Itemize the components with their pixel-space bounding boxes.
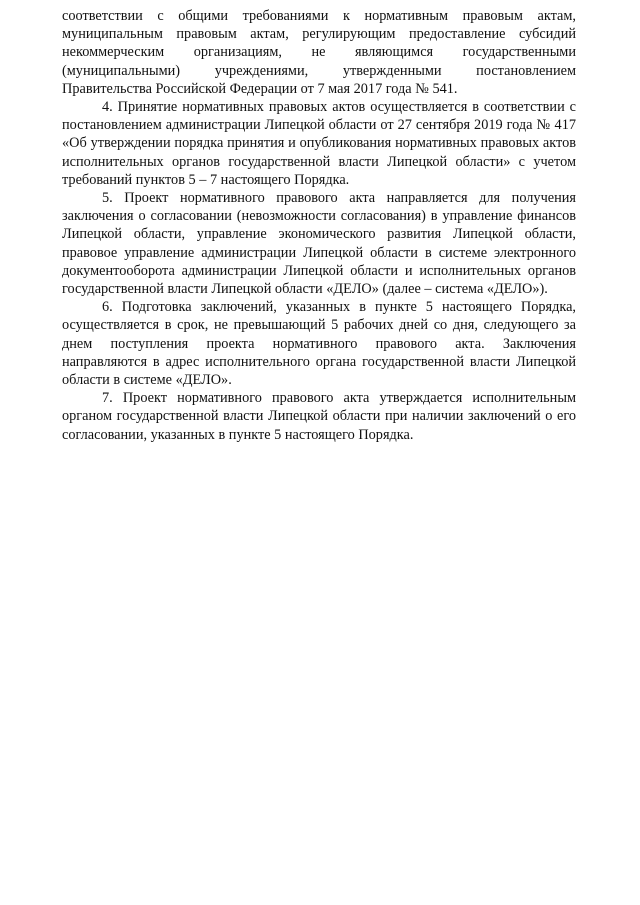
paragraph-item-7: 7. Проект нормативного правового акта утверждается исполнительным органом государственной власти Липецкой области при наличии заключений о его согласовании, указанных в пункте 5 настоящего Порядка. (62, 390, 576, 443)
paragraph-item-4: 4. Принятие нормативных правовых актов осуществляется в соответствии с постановлением администрации Липецкой области от 27 сентября 2019 года № 417 «Об утверждении порядка принятия и опубликования нормативных правовых актов исполнительных органов государственной власти Липецкой области» с учетом требований пунктов 5 – 7 настоящего Порядка. (62, 99, 576, 188)
document-page (62, 7, 576, 444)
paragraph-continuation: соответствии с общими требованиями к нормативным правовым актам, муниципальным правовым актам, регулирующим предоставление субсидий некоммерческим организациям, не являющимся государственными (муниципальными) учреждениями, утвержденными постановлением Правительства Российской Федерации от 7 мая 2017 года № 541. (62, 8, 576, 97)
paragraph-item-6: 6. Подготовка заключений, указанных в пункте 5 настоящего Порядка, осуществляется в срок, не превышающий 5 рабочих дней со дня, следующего за днем поступления проекта нормативного правового акта. Заключения направляются в адрес исполнительного органа государственной власти Липецкой области в системе «ДЕЛО». (62, 299, 576, 389)
paragraph-item-5: 5. Проект нормативного правового акта направляется для получения заключения о согласовании (невозможности согласования) в управление финансов Липецкой области, управление экономического развития Липецкой области, правовое управление администрации Липецкой области в системе электронного документооборота администрации Липецкой области и исполнительных органов государственной власти Липецкой области «ДЕЛО» (далее – система «ДЕЛО»). (62, 190, 576, 298)
